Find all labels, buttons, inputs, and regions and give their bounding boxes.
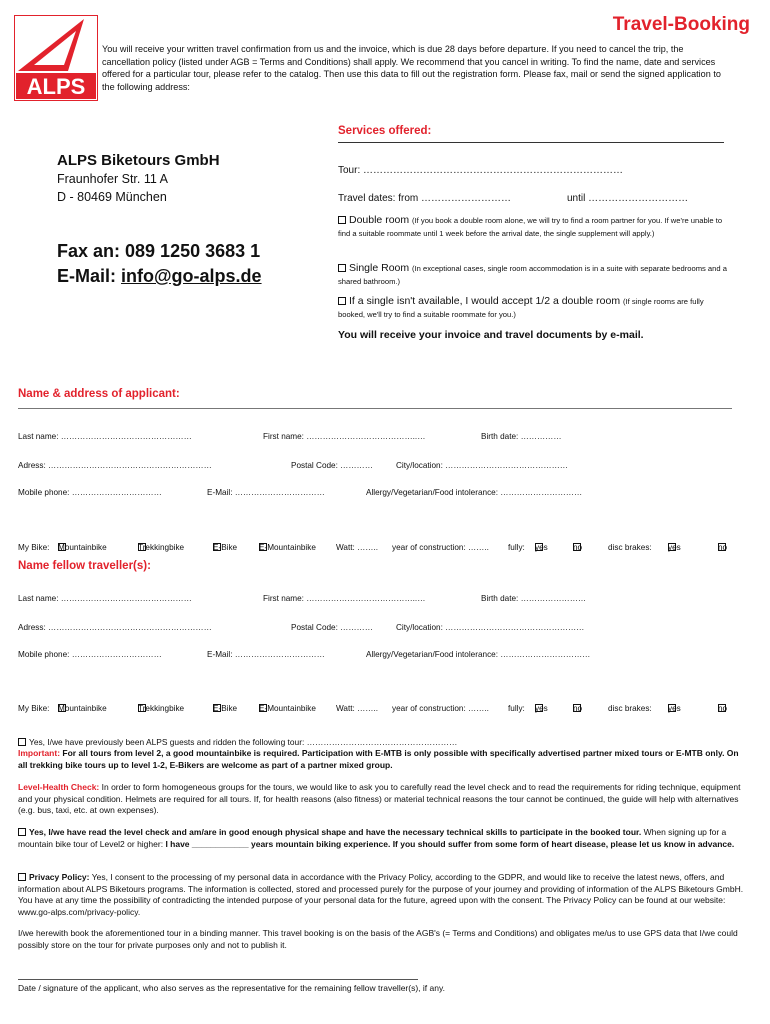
signature-caption: Date / signature of the applicant, who also serves as the representative for the remaining fellow traveller(s), if any. xyxy=(18,983,445,993)
applicant-disc-no-label: no xyxy=(718,543,728,552)
company-street: Fraunhofer Str. 11 A xyxy=(57,172,168,186)
applicant-fully-label: fully: xyxy=(508,543,525,552)
fellow-disc-no-label: no xyxy=(718,704,728,713)
double-room-label: Double room xyxy=(349,214,410,226)
applicant-fully-no-label: no xyxy=(573,543,583,552)
applicant-first-name[interactable]: First name: …………………………………..… xyxy=(263,432,426,441)
applicant-disc-yes-label: yes xyxy=(668,543,681,552)
applicant-mobile[interactable]: Mobile phone: …………………………… xyxy=(18,488,162,497)
alps-logo-icon xyxy=(14,15,98,101)
privacy-checkbox[interactable] xyxy=(18,873,26,881)
previous-tour-label: Yes, I/we have previously been ALPS guests and ridden the following tour: ……………………………………………… xyxy=(29,737,458,747)
fellow-bike-label: My Bike: xyxy=(18,704,50,713)
level-check-note xyxy=(18,782,748,817)
fellow-ebike-label: E-Bike xyxy=(213,704,238,713)
fellow-emtb-label: E-Mountainbike xyxy=(259,704,316,713)
single-room-option xyxy=(338,262,730,287)
fellow-address[interactable]: Adress: …………………………………………………… xyxy=(18,623,212,632)
previous-tour-checkbox[interactable] xyxy=(18,738,26,746)
level-confirm-bold: Yes, I/we have read the level check and am/are in good enough physical shape and have the necessary technical skills to participate in the booked tour. xyxy=(29,827,642,837)
applicant-allergy[interactable]: Allergy/Vegetarian/Food intolerance: ………………………… xyxy=(366,488,583,497)
applicant-email[interactable]: E-Mail: …………………………… xyxy=(207,488,325,497)
applicant-address[interactable]: Adress: …………………………………………………… xyxy=(18,461,212,470)
applicant-disc-label: disc brakes: xyxy=(608,543,652,552)
signature-line[interactable] xyxy=(18,979,418,980)
fellow-watt[interactable]: Watt: …….. xyxy=(336,704,379,713)
half-double-option xyxy=(338,295,730,320)
fellow-year[interactable]: year of construction: …….. xyxy=(392,704,489,713)
applicant-heading: Name & address of applicant: xyxy=(18,388,180,400)
fellow-fully-label: fully: xyxy=(508,704,525,713)
fellow-postal-code[interactable]: Postal Code: ………… xyxy=(291,623,373,632)
half-double-label: If a single isn't available, I would accept 1/2 a double room xyxy=(349,295,621,307)
double-room-checkbox[interactable] xyxy=(338,216,346,224)
level-confirm xyxy=(18,827,748,850)
privacy-policy xyxy=(18,872,748,918)
applicant-year[interactable]: year of construction: …….. xyxy=(392,543,489,552)
applicant-postal-code[interactable]: Postal Code: ………… xyxy=(291,461,373,470)
fellow-allergy[interactable]: Allergy/Vegetarian/Food intolerance: …………………………… xyxy=(366,650,591,659)
applicant-trekking-label: Trekkingbike xyxy=(138,543,185,552)
fellow-disc-label: disc brakes: xyxy=(608,704,652,713)
level-check-text: In order to form homogeneous groups for the tours, we would like to ask you to carefully read the level check and to read the requirements for riding technique, equipment and your physical condition. Helmets are required for all tours. If, for health reasons (also fitness) or material technical reasons the tour cannot be continued, the guide will help with alternatives (e.g. bus, taxi, etc. at own expenses). xyxy=(18,782,741,815)
level-confirm-experience: I have ____________ years mountain biking experience. If you should suffer from some form of heart disease, please let us know in advance. xyxy=(165,838,735,849)
applicant-last-name[interactable]: Last name: ………………………………………… xyxy=(18,432,192,441)
level-check-label: Level-Health Check: xyxy=(18,782,100,792)
company-city: D - 80469 München xyxy=(57,190,167,204)
fellow-mtb-label: Mountainbike xyxy=(58,704,107,713)
important-text: For all tours from level 2, a good mountainbike is required. Participation with E-MTB is only possible with specifically advertised partner mixed tours or E-MTB only. On all trekking bike tours up to level 1-2, E-Bikers are welcome as part of a partner mixed group. xyxy=(18,748,739,770)
page-title: Travel-Booking xyxy=(612,14,750,35)
services-heading: Services offered: xyxy=(338,125,432,137)
fellow-first-name[interactable]: First name: …………………………………..… xyxy=(263,594,426,603)
applicant-fully-yes-label: yes xyxy=(535,543,548,552)
fellow-heading: Name fellow traveller(s): xyxy=(18,560,151,572)
services-rule xyxy=(338,142,724,143)
half-double-checkbox[interactable] xyxy=(338,297,346,305)
applicant-watt[interactable]: Watt: …….. xyxy=(336,543,379,552)
level-confirm-checkbox[interactable] xyxy=(18,828,26,836)
travel-dates-from[interactable]: Travel dates: from ……………………… xyxy=(338,193,511,204)
previous-tour-option xyxy=(18,737,457,747)
applicant-ebike-label: E-Bike xyxy=(213,543,238,552)
email-label: E-Mail: xyxy=(57,266,122,286)
half-double-note: (If single rooms are fully booked, we'll try to find a suitable roommate for you.) xyxy=(338,297,704,319)
privacy-label: Privacy Policy: xyxy=(29,872,90,882)
svg-text:ALPS: ALPS xyxy=(26,74,86,99)
travel-dates-until[interactable]: until ………………………… xyxy=(567,193,689,204)
fellow-trekking-label: Trekkingbike xyxy=(138,704,185,713)
applicant-mtb-label: Mountainbike xyxy=(58,543,107,552)
privacy-text: Yes, I consent to the processing of my personal data in accordance with the Privacy Policy, according to the GDPR, and would like to receive the latest news, offers, and information about ALPS Biketours programs. The information is collected, stored and processed purely for the purpose of your journey and providing of information of the ALPS Biketours GmbH. You have at any time the possibility of contradicting the intended purpose of your personal data for the future, agreed upon with the consent. The Privacy Policy can be found at our website: www.go-alps.com/privacy-policy. xyxy=(18,872,744,917)
fellow-mobile[interactable]: Mobile phone: …………………………… xyxy=(18,650,162,659)
intro-text: You will receive your written travel confirmation from us and the invoice, which is due 28 days before departure. If you need to cancel the trip, the cancellation policy (listed under AGB = Terms and Conditions) shall apply. We recommend that you cancel in writing. To find the name, date and services offered for a particular tour, please refer to the catalog. Then use this data to fill out the registration form. Please fax, mail or send the signed application to the following address: xyxy=(102,44,721,92)
level-confirm-text: When signing up for a mountain bike tour of Level2 or higher: xyxy=(18,827,727,849)
single-room-note: (In exceptional cases, single room accommodation is in a suite with separate bedrooms and a shared bathroom.) xyxy=(338,264,727,286)
important-label: Important: xyxy=(18,748,61,758)
fellow-email[interactable]: E-Mail: …………………………… xyxy=(207,650,325,659)
email-line xyxy=(57,266,262,287)
fellow-birth-date[interactable]: Birth date: …………………… xyxy=(481,594,587,603)
applicant-rule xyxy=(18,408,732,409)
fellow-last-name[interactable]: Last name: ………………………………………… xyxy=(18,594,192,603)
double-room-option xyxy=(338,214,730,239)
fellow-fully-no-label: no xyxy=(573,704,583,713)
important-note xyxy=(18,748,748,771)
alps-logo xyxy=(14,15,98,101)
single-room-checkbox[interactable] xyxy=(338,264,346,272)
tour-field[interactable]: Tour: …………………………………………………………………… xyxy=(338,165,624,176)
fax-number: Fax an: 089 1250 3683 1 xyxy=(57,241,261,261)
applicant-city[interactable]: City/location: ……………………………………… xyxy=(396,461,568,470)
double-room-note: (If you book a double room alone, we will try to find a room partner for you. If we're unable to find a suitable roommate until 1 week before the arrival date, the single supplement will apply.) xyxy=(338,216,723,238)
single-room-label: Single Room xyxy=(349,262,410,274)
company-name: ALPS Biketours GmbH xyxy=(57,152,220,169)
fellow-fully-yes-label: yes xyxy=(535,704,548,713)
applicant-birth-date[interactable]: Birth date: …………… xyxy=(481,432,562,441)
binding-statement: I/we herewith book the aforementioned tour in a binding manner. This travel booking is on the basis of the AGB's (= Terms and Conditions) and obligates me/us to use GPS data that I/we could possibly store on the tour for private purposes only and not to publish it. xyxy=(18,928,738,950)
fellow-city[interactable]: City/location: …………………………………………… xyxy=(396,623,585,632)
applicant-bike-label: My Bike: xyxy=(18,543,50,552)
invoice-note: You will receive your invoice and travel documents by e-mail. xyxy=(338,329,644,341)
applicant-emtb-label: E-Mountainbike xyxy=(259,543,316,552)
email-link[interactable]: info@go-alps.de xyxy=(121,266,262,286)
fellow-disc-yes-label: yes xyxy=(668,704,681,713)
